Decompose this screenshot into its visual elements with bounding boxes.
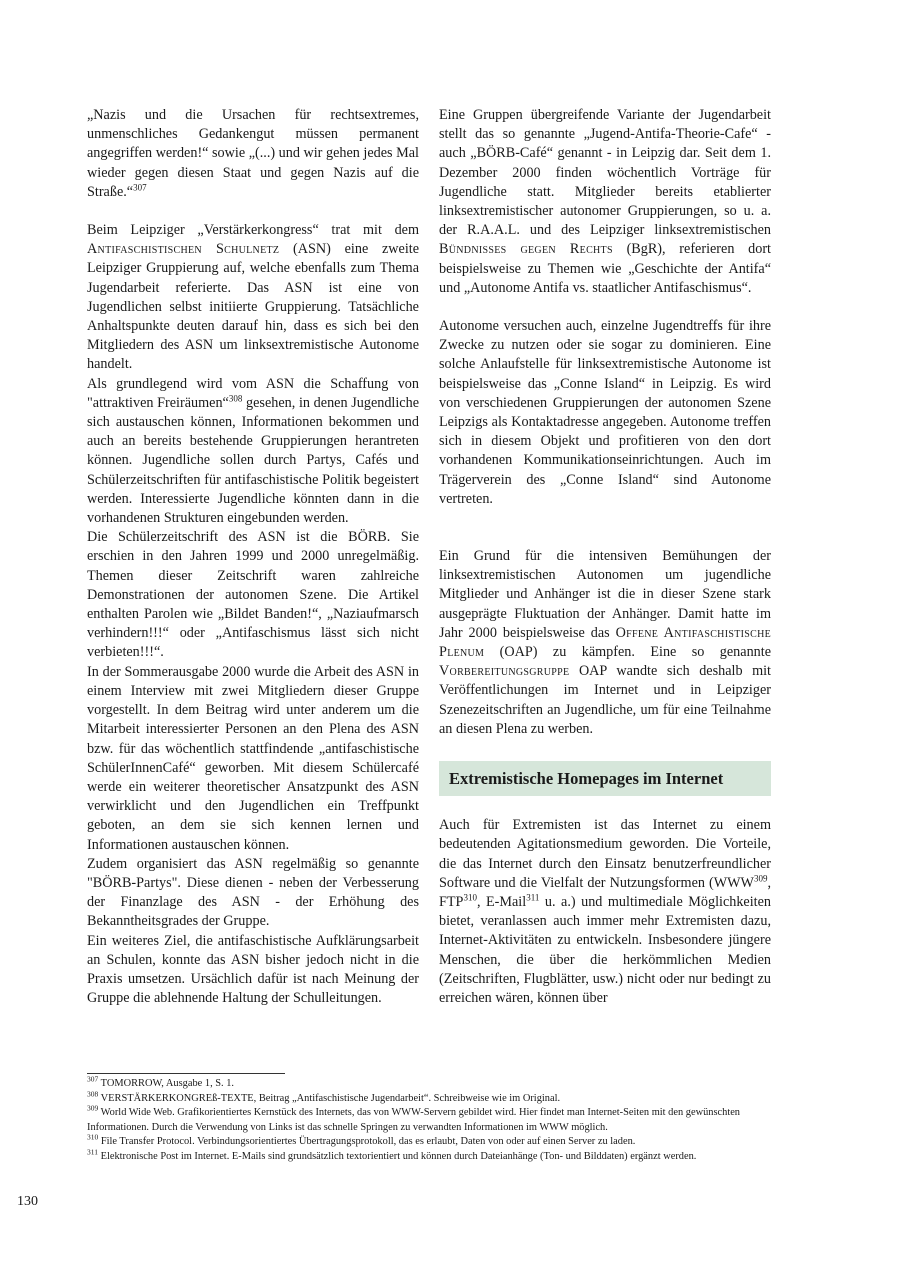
footnote: [87, 1103, 772, 1135]
footnote-number: 307: [87, 1074, 99, 1084]
footnote-text: VERSTÄRKERKONGREß-TEXTE, Beitrag „Antifaschistische Jugendarbeit“. Schreibweise wie im Original.: [100, 1092, 561, 1104]
paragraph: Eine Gruppen übergreifende Variante der Jugendarbeit stellt das so genannte „Jugend-Antifa-Theorie-Cafe“ - auch „BÖRB-Café“ genannt - in Leipzig dar. Seit dem 1. Dezember 2000 finden wöchentlich Vorträge für Jugendliche statt. Mitglieder bereits etablierter linksextremistischer autonomer Gruppierungen, so u. a. der R.A.A.L. und des Leipziger linksextremistischen Bündnisses gegen Rechts (BgR), referieren dort beispielsweise zu Themen wie „Geschichte der Antifa“ und „Autonome Antifa vs. staatlicher Antifaschismus“.: [439, 107, 772, 296]
footnote: [87, 1132, 772, 1150]
footnote-divider: [87, 1073, 285, 1074]
paragraph: In der Sommerausgabe 2000 wurde die Arbeit des ASN in einem Interview mit zwei Mitgliedern dieser Gruppe vorgestellt. In dem Beitrag wird unter anderem um die Mitarbeit interessierter Personen an den Plena des ASN bzw. für das wöchentlich stattfindende „antifaschistische SchülerInnenCafé“ geworben. Mit diesem Schülercafé werde ein weiterer theoretischer Ansatzpunkt des ASN verwirklicht und den Jugendlichen ein Treffpunkt geboten, an dem sie sich kennen lernen und Informationen austauschen können.: [87, 663, 419, 853]
page-number: 130: [17, 1194, 38, 1209]
footnote-number: 311: [87, 1147, 98, 1157]
footnote-text: Elektronische Post im Internet. E-Mails sind grundsätzlich textorientiert und können durch Dateianhänge (Ton- und Bilddaten) ergänzt werden.: [100, 1150, 697, 1162]
footnote: [87, 1074, 772, 1092]
footnote-text: File Transfer Protocol. Verbindungsorientiertes Übertragungsprotokoll, das es erlaubt, Daten von oder auf einen Server zu laden.: [100, 1136, 636, 1147]
footnote-number: 308: [87, 1089, 99, 1099]
org-name: Vorbereitungsgruppe: [439, 663, 570, 680]
footnote-ref[interactable]: 311: [526, 892, 540, 903]
footnote: [87, 1089, 772, 1107]
footnote-number: 310: [87, 1132, 99, 1142]
footnotes: [87, 1074, 772, 1164]
footnote-number: 309: [87, 1103, 99, 1113]
footnote-ref[interactable]: 308: [228, 393, 243, 404]
section-heading: Extremistische Homepages im Internet: [449, 768, 724, 788]
left-column: [87, 106, 419, 1008]
org-name: Antifaschistischen Schulnetz: [87, 241, 280, 258]
footnote: [87, 1147, 772, 1165]
org-name: Offene Antifaschistische Plenum: [439, 624, 771, 661]
section-heading-box: [439, 761, 771, 796]
footnote-text: World Wide Web. Grafikorientiertes Kernstück des Internets, das von WWW-Servern gebildet wird. Hier findet man Internet-Seiten mit den gewünschten Informationen. Durch die Verwendung von Links ist das schnelle Springen zu verwandten Informationen im WWW möglich.: [87, 1107, 741, 1133]
paragraph: Auch für Extremisten ist das Internet zu einem bedeutenden Agitationsmedium geworden. Die Vorteile, die das Internet durch den Einsatz benutzerfreundlicher Software und die Vielfalt der Nutzungsformen (WWW$^{309}$, FTP$^{310}$, E-Mail$^{311}$ u. a.) und multimediale Möglichkeiten bietet, veranlassen auch immer mehr Extremisten dazu, Internet-Aktivitäten zu entwickeln. Insbesondere jüngere Menschen, die über die herkömmlichen Medien (Zeitschriften, Flugblätter, usw.) nicht oder nur bedingt zu erreichen wären, können über: [439, 817, 772, 1006]
paragraph: Die Schülerzeitschrift des ASN ist die BÖRB. Sie erschien in den Jahren 1999 und 2000 unregelmäßig. Themen dieser Zeitschrift waren zahlreiche Demonstrationen der autonomen Szene. Die Artikel enthalten Parolen wie „Bildet Banden!“, „Naziaufmarsch verhindern!!!“ oder „Antifaschismus lässt sich nicht verbieten!!!“.: [87, 529, 419, 661]
paragraph: „Nazis und die Ursachen für rechtsextremes, unmenschliches Gedankengut müssen permanent angegriffen werden!“ sowie „(...) und wir gehen jedes Mal wieder gegen diesen Staat und gegen Nazis auf die Straße.“$^{307}$: [87, 107, 419, 200]
right-column: [439, 106, 771, 1008]
paragraph: Ein Grund für die intensiven Bemühungen der linksextremistischen Autonomen um jugendliche Mitglieder und Anhänger ist die in dieser Szene stark ausgeprägte Fluktuation der Anhänger. Damit hatte im Jahr 2000 beispielsweise das Offene Antifaschistische Plenum (OAP) zu kämpfen. Eine so genannte Vorbereitungsgruppe OAP wandte sich deshalb mit Veröffentlichungen im Internet und in Leipziger Szenezeitschriften an Jugendliche, um für eine Teilnahme an diesen Plena zu werben.: [439, 548, 771, 737]
paragraph: Als grundlegend wird vom ASN die Schaffung von "attraktiven Freiräumen“$^{308}$ gesehen, in denen Jugendliche sich austauschen können, Informationen bekommen und auch an bereits bestehende Gruppierungen herantreten können. Jugendliche sollen durch Partys, Cafés und Schülerzeitschriften für antifaschistische Politik begeistert werden. Interessierte Jugendliche könnten dann in die vorhandenen Strukturen eingebunden werden.: [87, 375, 419, 527]
paragraph: Beim Leipziger „Verstärkerkongress“ trat mit dem Antifaschistischen Schulnetz (ASN) eine zweite Leipziger Gruppierung auf, welche ebenfalls zum Thema Jugendarbeit referierte. Das ASN ist eine von Jugendlichen selbst initiierte Gruppierung. Tatsächliche Anhaltspunkte deuten darauf hin, dass es sich bei den Mitgliedern des ASN um linksextremistische Autonome handelt.: [87, 222, 419, 373]
footnote-ref[interactable]: 310: [463, 892, 477, 903]
paragraph: Ein weiteres Ziel, die antifaschistische Aufklärungsarbeit an Schulen, konnte das ASN bisher jedoch nicht in die Praxis umsetzen. Ursächlich dafür ist nach Meinung der Gruppe die ablehnende Haltung der Schulleitungen.: [87, 932, 419, 1007]
footnote-text: TOMORROW, Ausgabe 1, S. 1.: [100, 1078, 235, 1089]
org-name: Bündnisses gegen Rechts: [439, 241, 613, 258]
paragraph: Autonome versuchen auch, einzelne Jugendtreffs für ihre Zwecke zu nutzen oder sie sogar zu dominieren. Eine solche Anlaufstelle für linksextremistische Autonome ist beispielsweise das „Conne Island“ in Leipzig. Es wird von verschiedenen Gruppierungen der autonomen Szene Leipzigs als Kontaktadresse angegeben. Autonome treffen sich in diesem Objekt und profitieren von den dort vorhandenen Kommunikationseinrichtungen. Auch im Trägerverein des „Conne Island“ sind Autonome vertreten.: [439, 318, 771, 507]
footnote-ref[interactable]: 309: [753, 872, 768, 883]
paragraph: Zudem organisiert das ASN regelmäßig so genannte "BÖRB-Partys". Diese dienen - neben der Verbesserung der Finanzlage des ASN - der Erhöhung des Bekanntheitsgrades der Gruppe.: [87, 855, 419, 930]
footnote-ref[interactable]: 307: [133, 182, 147, 193]
